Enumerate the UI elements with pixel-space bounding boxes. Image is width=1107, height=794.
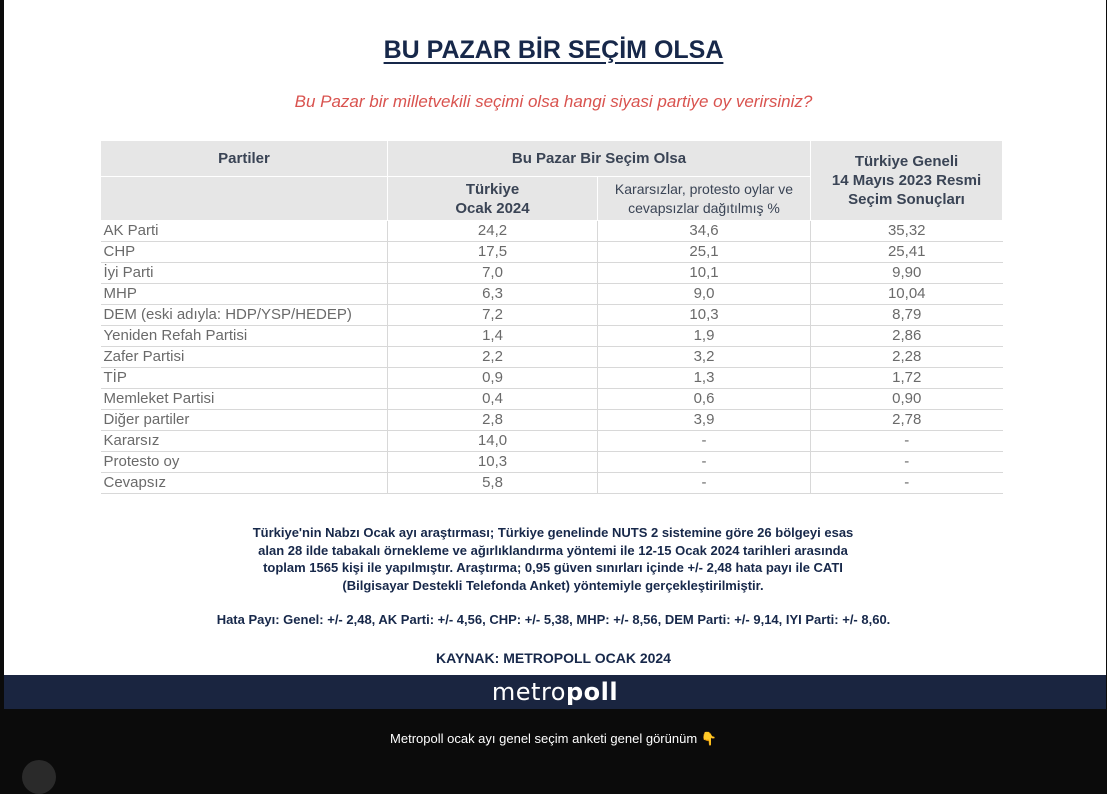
party-cell: CHP [101, 242, 388, 263]
header-distributed [598, 177, 811, 221]
notes-line2: alan 28 ilde tabakalı örnekleme ve ağırlıklandırma yöntemi ile 12-15 Ocak 2024 tarihleri arasında [258, 542, 848, 558]
header-turkey [388, 177, 598, 221]
party-cell: TİP [101, 368, 388, 389]
official-cell: 2,28 [811, 347, 1003, 368]
header-distributed-line1: Kararsızlar, protesto oylar ve [614, 180, 794, 197]
table-row [101, 389, 1003, 410]
table-row [101, 410, 1003, 431]
results-table [100, 140, 1003, 494]
logo-bold: poll [565, 678, 619, 706]
header-empty [101, 177, 388, 221]
margin-of-error: Hata Payı: Genel: +/- 2,48, AK Parti: +/- 4,56, CHP: +/- 5,38, MHP: +/- 8,56, DEM Parti: +/- 9,14, IYI Parti: +/- 8,60. [216, 612, 891, 627]
official-cell: 8,79 [811, 305, 1003, 326]
distributed-cell: 34,6 [598, 221, 811, 242]
methodology-notes [150, 524, 956, 594]
jan2024-cell: 10,3 [388, 452, 598, 473]
jan2024-cell: 0,4 [388, 389, 598, 410]
jan2024-cell: 1,4 [388, 326, 598, 347]
jan2024-cell: 2,8 [388, 410, 598, 431]
page-title: BU PAZAR BİR SEÇİM OLSA [383, 36, 724, 64]
official-cell: - [811, 452, 1003, 473]
header-official-line2: 14 Mayıs 2023 Resmi [831, 172, 982, 189]
table-row [101, 347, 1003, 368]
jan2024-cell: 0,9 [388, 368, 598, 389]
party-cell: AK Parti [101, 221, 388, 242]
official-cell: 2,78 [811, 410, 1003, 431]
distributed-cell: 3,2 [598, 347, 811, 368]
party-cell: Memleket Partisi [101, 389, 388, 410]
avatar[interactable] [22, 760, 56, 794]
distributed-cell: 0,6 [598, 389, 811, 410]
official-cell: 1,72 [811, 368, 1003, 389]
party-cell: Diğer partiler [101, 410, 388, 431]
official-cell: 35,32 [811, 221, 1003, 242]
jan2024-cell: 14,0 [388, 431, 598, 452]
table-row [101, 263, 1003, 284]
distributed-cell: 1,3 [598, 368, 811, 389]
table-row [101, 221, 1003, 242]
party-cell: DEM (eski adıyla: HDP/YSP/HEDEP) [101, 305, 388, 326]
party-cell: Cevapsız [101, 473, 388, 494]
distributed-cell: 9,0 [598, 284, 811, 305]
official-cell: - [811, 473, 1003, 494]
source-label: KAYNAK: METROPOLL OCAK 2024 [436, 650, 671, 666]
official-cell: 9,90 [811, 263, 1003, 284]
header-parties: Partiler [101, 141, 388, 177]
jan2024-cell: 7,2 [388, 305, 598, 326]
distributed-cell: 1,9 [598, 326, 811, 347]
metropoll-logo [492, 678, 618, 706]
survey-question: Bu Pazar bir milletvekili seçimi olsa hangi siyasi partiye oy verirsiniz? [294, 92, 813, 111]
distributed-cell: 10,3 [598, 305, 811, 326]
table-row [101, 326, 1003, 347]
notes-line1: Türkiye'nin Nabzı Ocak ayı araştırması; Türkiye genelinde NUTS 2 sistemine göre 26 bölgeyi esas [252, 525, 854, 540]
official-cell: 2,86 [811, 326, 1003, 347]
results-body [101, 221, 1003, 494]
header-official-line3: Seçim Sonuçları [848, 191, 965, 208]
party-cell: Protesto oy [101, 452, 388, 473]
party-cell: Yeniden Refah Partisi [101, 326, 388, 347]
party-cell: İyi Parti [101, 263, 388, 284]
notes-line4: (Bilgisayar Destekli Telefonda Anket) yöntemiyle gerçekleştirilmiştir. [342, 577, 764, 593]
official-cell: 10,04 [811, 284, 1003, 305]
notes-line3: toplam 1565 kişi ile yapılmıştır. Araştırma; 0,95 güven sınırları içinde +/- 2,48 hata payı ile CATI [263, 560, 843, 575]
header-group: Bu Pazar Bir Seçim Olsa [388, 141, 811, 177]
table-row [101, 242, 1003, 263]
distributed-cell: - [598, 473, 811, 494]
header-turkey-line1: Türkiye [465, 180, 520, 198]
brand-bar [4, 675, 1106, 709]
jan2024-cell: 5,8 [388, 473, 598, 494]
header-official-line1: Türkiye Geneli [854, 153, 959, 170]
header-distributed-line2: cevapsızlar dağıtılmış % [628, 199, 780, 216]
distributed-cell: 10,1 [598, 263, 811, 284]
official-cell: - [811, 431, 1003, 452]
jan2024-cell: 7,0 [388, 263, 598, 284]
distributed-cell: 3,9 [598, 410, 811, 431]
table-row [101, 452, 1003, 473]
distributed-cell: - [598, 431, 811, 452]
jan2024-cell: 17,5 [388, 242, 598, 263]
jan2024-cell: 24,2 [388, 221, 598, 242]
table-row [101, 431, 1003, 452]
official-cell: 0,90 [811, 389, 1003, 410]
party-cell: Zafer Partisi [101, 347, 388, 368]
table-row [101, 473, 1003, 494]
post-caption: Metropoll ocak ayı genel seçim anketi genel görünüm 👇 [390, 731, 717, 746]
party-cell: MHP [101, 284, 388, 305]
jan2024-cell: 6,3 [388, 284, 598, 305]
distributed-cell: - [598, 452, 811, 473]
header-official [811, 141, 1003, 221]
jan2024-cell: 2,2 [388, 347, 598, 368]
distributed-cell: 25,1 [598, 242, 811, 263]
party-cell: Kararsız [101, 431, 388, 452]
header-turkey-line2: Ocak 2024 [455, 199, 530, 217]
table-row [101, 368, 1003, 389]
table-row [101, 284, 1003, 305]
official-cell: 25,41 [811, 242, 1003, 263]
logo-light: metro [491, 678, 566, 706]
table-row [101, 305, 1003, 326]
